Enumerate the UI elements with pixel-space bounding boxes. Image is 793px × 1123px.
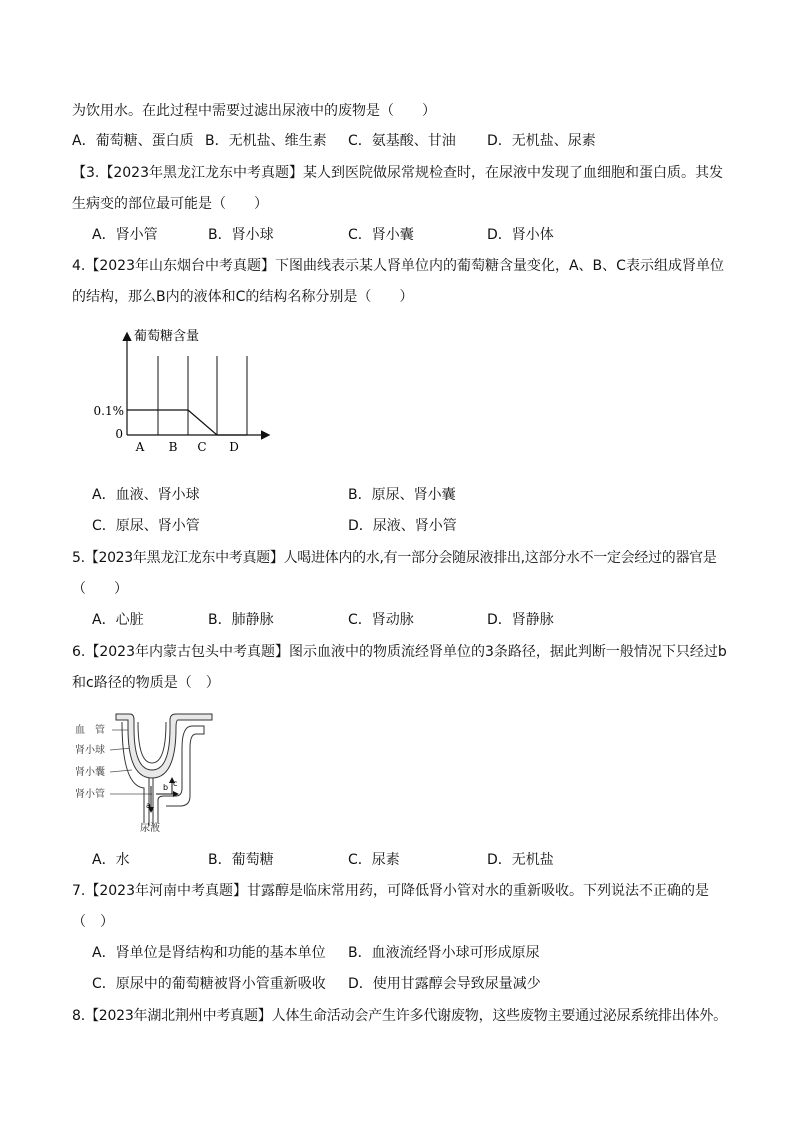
- label-blood-vessel: 血 管: [75, 725, 105, 736]
- option-a: A．心脏: [92, 612, 144, 628]
- option-c: C．尿素: [348, 852, 400, 868]
- option-b: B．肾小球: [208, 227, 274, 243]
- glucose-chart: [93, 322, 280, 462]
- option-b: B．葡萄糖: [208, 852, 274, 868]
- question-7-line-1: 7.【2023年河南中考真题】甘露醇是临床常用药，可降低肾小管对水的重新吸收。下列说法不正确的是: [72, 883, 709, 899]
- option-d: D．肾静脉: [487, 612, 554, 628]
- path-a-label: a: [146, 801, 151, 810]
- label-bowman-capsule: 肾小囊: [75, 767, 105, 778]
- option-d: D．使用甘露醇会导致尿量减少: [348, 976, 541, 992]
- leader-line: [110, 770, 132, 772]
- path-c-label: c: [173, 779, 178, 788]
- option-b: B．原尿、肾小囊: [348, 487, 456, 503]
- leader-line: [110, 748, 132, 750]
- option-a: A．血液、肾小球: [92, 487, 200, 503]
- y-tick-label: 0.1%: [93, 404, 124, 418]
- origin-label: 0: [115, 427, 123, 441]
- nephron-figure: [72, 708, 222, 833]
- x-tick-label-a: A: [135, 440, 145, 454]
- question-6-line-2: 和c路径的物质是（ ）: [72, 675, 220, 691]
- question-text: 为饮用水。在此过程中需要过滤出尿液中的废物是（ ）: [72, 103, 436, 119]
- glomerulus-shape: [138, 722, 166, 763]
- option-d: D．肾小体: [487, 227, 554, 243]
- option-d: D．无机盐: [487, 852, 554, 868]
- option-c: C．肾小囊: [348, 227, 414, 243]
- question-8-line-1: 8.【2023年湖北荆州中考真题】人体生命活动会产生许多代谢废物，这些废物主要通过泌尿系统排出体外。: [72, 1008, 727, 1024]
- y-axis-label: 葡萄糖含量: [134, 329, 200, 344]
- question-4-line-2: 的结构，那么B内的液体和C的结构名称分别是（ ）: [72, 289, 414, 305]
- urine-label: 尿液: [140, 823, 160, 834]
- option-a: A．水: [92, 852, 130, 868]
- path-b-label: b: [163, 783, 169, 792]
- question-6-line-1: 6.【2023年内蒙古包头中考真题】图示血液中的物质流经肾单位的3条路径，据此判断一般情况下只经过b: [72, 644, 727, 660]
- x-tick-label-c: C: [197, 440, 207, 454]
- label-glomerulus: 肾小球: [75, 745, 105, 756]
- option-c: C．原尿、肾小管: [92, 518, 200, 534]
- option-a: A．肾小管: [92, 227, 158, 243]
- question-5-line-2: （ ）: [72, 581, 128, 597]
- label-renal-tubule: 肾小管: [75, 789, 105, 800]
- x-tick-label-d: D: [229, 440, 239, 454]
- option-b: B．肺静脉: [208, 612, 274, 628]
- option-b: B．血液流经肾小球可形成原尿: [348, 945, 540, 961]
- option-b: B．无机盐、维生素: [205, 133, 327, 149]
- question-4-line-1: 4.【2023年山东烟台中考真题】下图曲线表示某人肾单位内的葡萄糖含量变化，A、B、C表示组成肾单位: [72, 258, 724, 274]
- option-a: A．肾单位是肾结构和功能的基本单位: [92, 945, 326, 961]
- question-7-line-2: （ ）: [72, 914, 114, 930]
- glucose-series-line: [127, 410, 247, 435]
- option-d: D．无机盐、尿素: [487, 133, 596, 149]
- option-c: C．原尿中的葡萄糖被肾小管重新吸收: [92, 976, 326, 992]
- option-a: A．葡萄糖、蛋白质: [72, 133, 194, 149]
- option-c: C．氨基酸、甘油: [348, 133, 456, 149]
- question-5-line-1: 5.【2023年黑龙江龙东中考真题】人喝进体内的水,有一部分会随尿液排出,这部分水不一定会经过的器官是: [72, 550, 717, 566]
- x-tick-label-b: B: [168, 440, 178, 454]
- question-3-line-2: 生病变的部位最可能是（ ）: [72, 196, 268, 212]
- option-d: D．尿液、肾小管: [348, 518, 457, 534]
- question-3-line-1: 【3.【2023年黑龙江龙东中考真题】某人到医院做尿常规检查时，在尿液中发现了血细胞和蛋白质。其发: [72, 165, 723, 181]
- option-c: C．肾动脉: [348, 612, 414, 628]
